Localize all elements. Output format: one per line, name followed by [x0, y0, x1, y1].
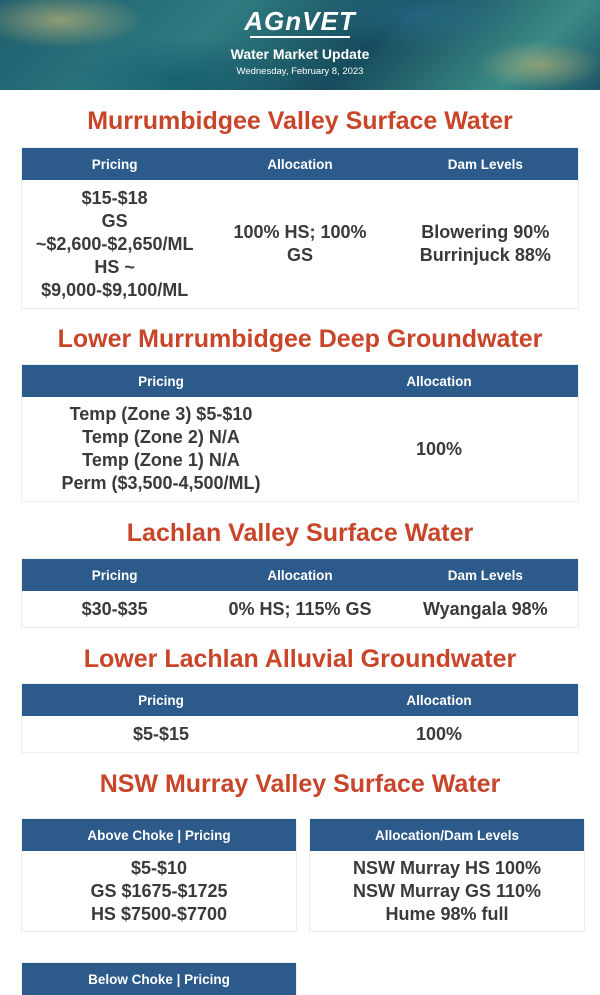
cell-pricing: $30-$35	[81, 598, 148, 619]
table-allocation-dam-levels	[310, 819, 584, 931]
col-header-allocation: Allocation	[267, 567, 333, 583]
logo-underline	[250, 36, 350, 38]
col-header-allocation: Allocation	[406, 373, 472, 389]
section-title-murrumbidgee-surface: Murrumbidgee Valley Surface Water	[87, 107, 513, 135]
col-header-allocation: Allocation	[406, 692, 472, 708]
cell-allocation: 0% HS; 115% GS	[228, 598, 372, 619]
hero-banner	[0, 0, 600, 90]
section-title-nsw-murray-surface: NSW Murray Valley Surface Water	[99, 770, 501, 798]
section-title-lower-lachlan-groundwater: Lower Lachlan Alluvial Groundwater	[83, 645, 517, 673]
col-header-dam-levels: Dam Levels	[447, 567, 523, 583]
cell-allocation-dam-levels: NSW Murray HS 100% NSW Murray GS 110% Hume 98% full	[352, 857, 542, 924]
col-header-pricing: Pricing	[138, 692, 184, 708]
table-lachlan-surface	[22, 559, 578, 627]
col-header-allocation: Allocation	[267, 156, 333, 172]
col-header-dam-levels: Dam Levels	[447, 156, 523, 172]
table-lower-murrumbidgee-groundwater	[22, 365, 578, 501]
section-title-lachlan-surface: Lachlan Valley Surface Water	[126, 519, 474, 547]
cell-allocation: 100% HS; 100% GS	[233, 222, 367, 265]
cell-dam-levels: Wyangala 98%	[422, 598, 548, 619]
section-title-lower-murrumbidgee-groundwater: Lower Murrumbidgee Deep Groundwater	[57, 325, 543, 353]
cell-dam-levels: Blowering 90% Burrinjuck 88%	[419, 222, 551, 265]
cell-above-choke-pricing: $5-$10 GS $1675-$1725 HS $7500-$7700	[90, 857, 228, 924]
table-below-choke-pricing	[22, 963, 296, 995]
col-header-below-choke-pricing: Below Choke | Pricing	[88, 971, 230, 987]
col-header-pricing: Pricing	[91, 567, 138, 583]
col-header-above-choke-pricing: Above Choke | Pricing	[87, 827, 231, 843]
cell-pricing: Temp (Zone 3) $5-$10 Temp (Zone 2) N/A Temp (Zone 1) N/A Perm ($3,500-4,500/ML)	[61, 404, 261, 493]
table-lower-lachlan-groundwater	[22, 684, 578, 752]
col-header-pricing: Pricing	[138, 373, 184, 389]
newsletter-title: Water Market Update	[230, 46, 370, 62]
col-header-pricing: Pricing	[91, 156, 138, 172]
col-header-allocation-dam-levels: Allocation/Dam Levels	[374, 827, 520, 843]
cell-pricing: $5-$15	[132, 723, 190, 744]
agnvet-logo: AGnVET	[244, 6, 356, 36]
cell-allocation: 100%	[415, 723, 463, 744]
table-murrumbidgee-surface	[22, 148, 578, 308]
newsletter-date: Wednesday, February 8, 2023	[236, 66, 364, 77]
table-above-choke-pricing	[22, 819, 296, 931]
cell-allocation: 100%	[415, 438, 463, 459]
cell-pricing: $15-$18 GS ~$2,600-$2,650/ML HS ~ $9,000-$9,100/ML	[35, 187, 194, 300]
